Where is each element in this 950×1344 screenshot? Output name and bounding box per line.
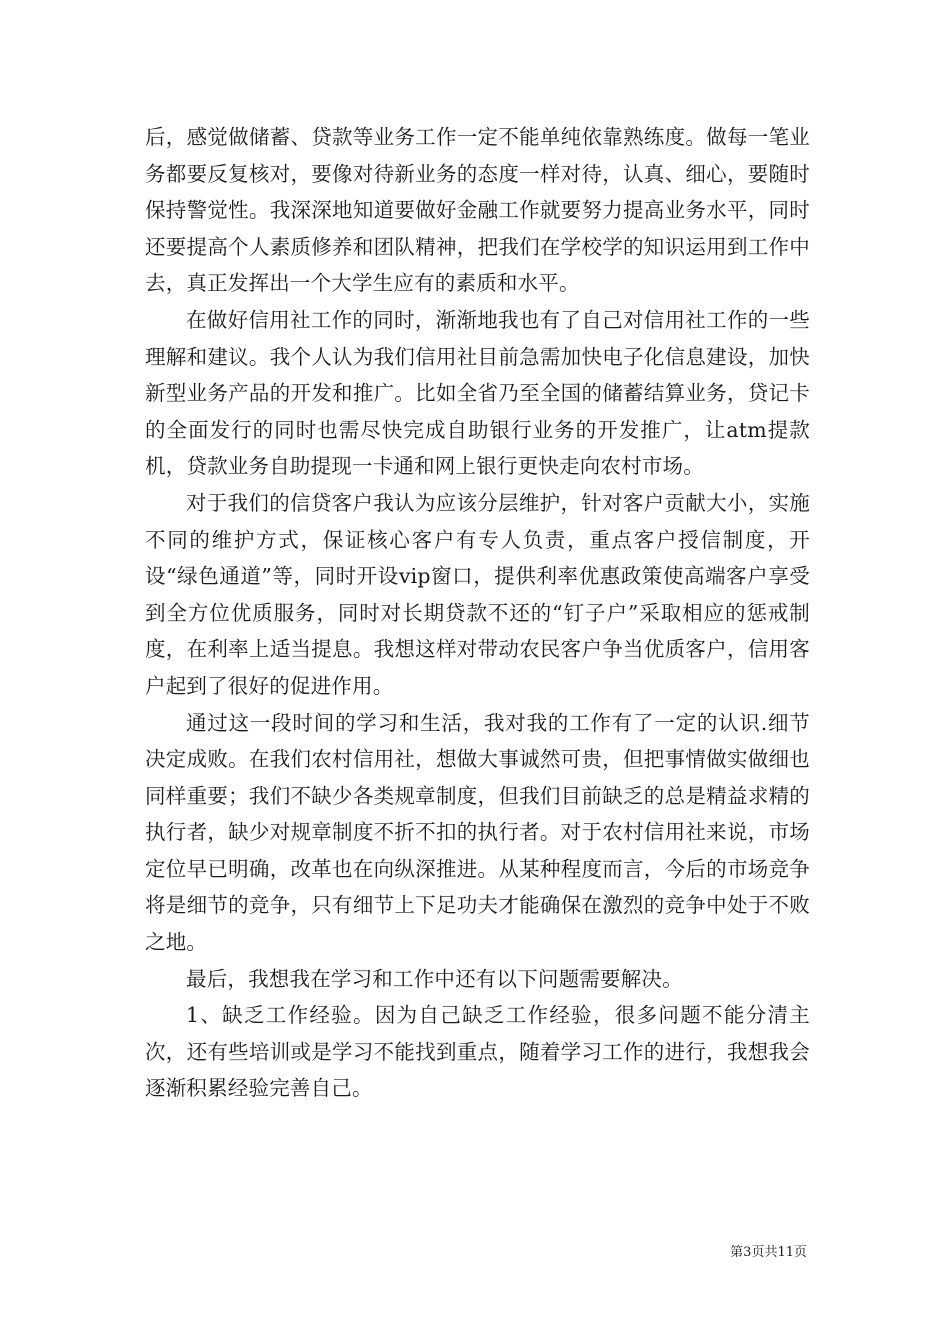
paragraph-4: 通过这一段时间的学习和生活，我对我的工作有了一定的认识.细节决定成败。在我们农村信用社，想做大事诚然可贵，但把事情做实做细也同样重要；我们不缺少各类规章制度，但我们目前缺乏的总是精益求精的执行者，缺少对规章制度不折不扣的执行者。对于农村信用社来说，市场定位早已明确，改革也在向纵深推进。从某种程度而言，今后的市场竞争将是细节的竞争，只有细节上下足功夫才能确保在激烈的竞争中处于不败之地。 (145, 710, 810, 955)
document-body (145, 119, 810, 1107)
paragraph-1: 后，感觉做储蓄、贷款等业务工作一定不能单纯依靠熟练度。做每一笔业务都要反复核对，要像对待新业务的态度一样对待，认真、细心，要随时保持警觉性。我深深地知道要做好金融工作就要努力提高业务水平，同时还要提高个人素质修养和团队精神，把我们在学校学的知识运用到工作中去，真正发挥出一个大学生应有的素质和水平。 (145, 125, 810, 296)
paragraph-6: 1、缺乏工作经验。因为自己缺乏工作经验，很多问题不能分清主次，还有些培训或是学习不能找到重点，随着学习工作的进行，我想我会逐渐积累经验完善自己。 (145, 1003, 810, 1101)
paragraph-5: 最后，我想我在学习和工作中还有以下问题需要解决。 (186, 966, 683, 991)
paragraph-2: 在做好信用社工作的同时，渐渐地我也有了自己对信用社工作的一些理解和建议。我个人认为我们信用社目前急需加快电子化信息建设，加快新型业务产品的开发和推广。比如全省乃至全国的储蓄结算业务，贷记卡的全面发行的同时也需尽快完成自助银行业务的开发推广，让atm提款机，贷款业务自助提现一卡通和网上银行更快走向农村市场。 (145, 307, 810, 479)
paragraph-3: 对于我们的信贷客户我认为应该分层维护，针对客户贡献大小，实施不同的维护方式，保证核心客户有专人负责，重点客户授信制度，开设“绿色通道”等，同时开设vip窗口，提供利率优惠政策使高端客户享受到全方位优质服务，同时对长期贷款不还的“钉子户”采取相应的惩戒制度，在利率上适当提息。我想这样对带动农民客户争当优质客户，信用客户起到了很好的促进作用。 (145, 490, 810, 698)
page-number: 第3页共11页 (730, 1245, 807, 1260)
